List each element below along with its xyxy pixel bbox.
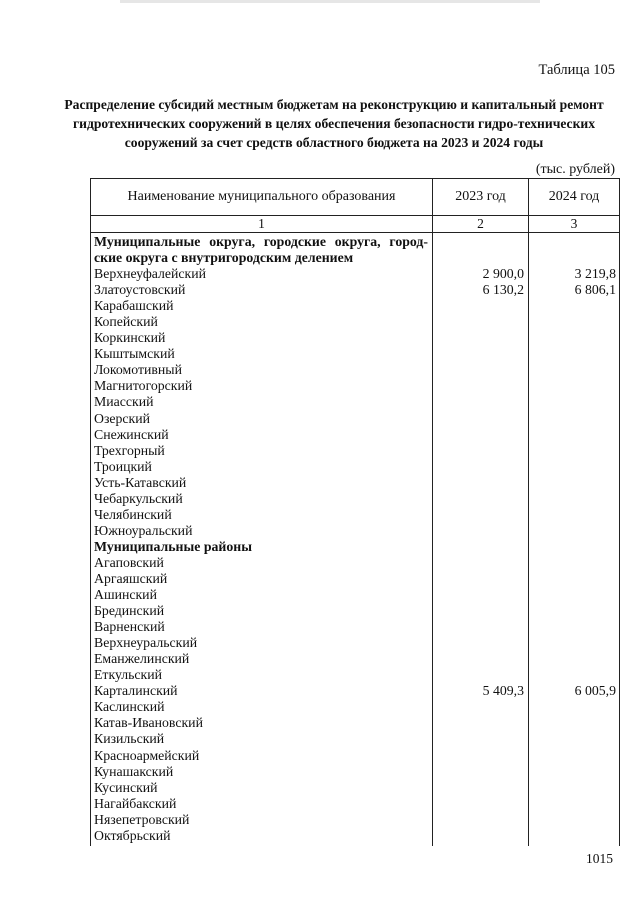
- scan-artifact: [120, 0, 540, 3]
- value-2024: 6 806,1: [574, 282, 616, 298]
- municipality-name: Коркинский: [94, 330, 166, 346]
- municipality-name: Златоустовский: [94, 282, 186, 298]
- table-row: [91, 635, 619, 651]
- header-year-2024: 2024 год: [548, 189, 600, 204]
- municipality-name: Еманжелинский: [94, 651, 190, 667]
- table-row: [91, 427, 619, 443]
- municipality-name: Челябинский: [94, 506, 172, 522]
- municipality-name: Нагайбакский: [94, 795, 177, 811]
- municipality-name: Озерский: [94, 410, 151, 426]
- municipality-name: Усть-Катавский: [94, 474, 187, 490]
- municipality-name: Локомотивный: [94, 362, 182, 378]
- municipality-name: Красноармейский: [94, 747, 200, 763]
- municipality-name: Верхнеуфалейский: [94, 266, 207, 282]
- table-row: [91, 443, 619, 459]
- table-row: [91, 667, 619, 683]
- table-row: [91, 748, 619, 764]
- municipality-name: Кизильский: [94, 731, 165, 747]
- table-row: [91, 346, 619, 362]
- subsidy-table: [90, 178, 620, 846]
- table-row: [91, 314, 619, 330]
- table-row: [91, 491, 619, 507]
- table-row: [91, 571, 619, 587]
- municipality-name: Кусинский: [94, 779, 158, 795]
- table-row: [91, 683, 619, 699]
- table-row: [91, 475, 619, 491]
- table-row: [91, 812, 619, 828]
- municipality-name: Карталинский: [94, 683, 178, 699]
- municipality-name: Миасский: [94, 394, 154, 410]
- table-section-row: [91, 539, 619, 555]
- municipality-name: Магнитогорский: [94, 378, 193, 394]
- table-row: [91, 266, 619, 282]
- value-2023: 5 409,3: [482, 683, 524, 699]
- municipality-name: Октябрьский: [94, 827, 171, 843]
- municipality-name: Троицкий: [94, 458, 152, 474]
- table-row: [91, 555, 619, 571]
- municipality-name: Снежинский: [94, 426, 169, 442]
- municipality-name: Аргаяшский: [94, 570, 168, 586]
- section-heading: Муниципальные округа, городские округа, город-ские округа с внутригородским делением: [94, 234, 428, 266]
- table-number-label: Таблица 105: [538, 62, 615, 78]
- table-row: [91, 715, 619, 731]
- table-row: [91, 731, 619, 747]
- page-number: 1015: [586, 851, 613, 866]
- table-row: [91, 362, 619, 378]
- municipality-name: Каслинский: [94, 699, 165, 715]
- municipality-name: Нязепетровский: [94, 811, 190, 827]
- table-row: [91, 394, 619, 410]
- table-row: [91, 828, 619, 844]
- value-2023: 6 130,2: [482, 282, 524, 298]
- municipality-name: Кунашакский: [94, 763, 174, 779]
- table-row: [91, 282, 619, 298]
- table-row: [91, 298, 619, 314]
- table-row: [91, 507, 619, 523]
- table-row: [91, 330, 619, 346]
- value-2024: 6 005,9: [574, 683, 616, 699]
- municipality-name: Чебаркульский: [94, 490, 183, 506]
- units-label: (тыс. рублей): [535, 162, 615, 177]
- section-heading: Муниципальные районы: [94, 538, 252, 554]
- table-row: [91, 411, 619, 427]
- table-section-row: [91, 234, 619, 266]
- table-row: [91, 619, 619, 635]
- municipality-name: Еткульский: [94, 667, 163, 683]
- table-row: [91, 651, 619, 667]
- municipality-name: Кыштымский: [94, 346, 175, 362]
- table-body: [91, 234, 619, 844]
- document-title: Распределение субсидий местным бюджетам на реконструкцию и капитальный ремонт гидротехнических сооружений в целях обеспечения безопасности гидро-технических сооружений за счет средств областного бюджета на 2023 и 2024 годы: [64, 97, 604, 150]
- column-number-2: 2: [477, 216, 484, 231]
- municipality-name: Трехгорный: [94, 442, 165, 458]
- municipality-name: Карабашский: [94, 298, 174, 314]
- table-header-row: [91, 179, 619, 216]
- municipality-name: Варненский: [94, 619, 165, 635]
- header-municipality-name: Наименование муниципального образования: [127, 189, 396, 204]
- municipality-name: Верхнеуральский: [94, 635, 198, 651]
- table-row: [91, 796, 619, 812]
- table-row: [91, 523, 619, 539]
- municipality-name: Брединский: [94, 603, 165, 619]
- municipality-name: Ашинский: [94, 587, 157, 603]
- table-row: [91, 587, 619, 603]
- header-year-2023: 2023 год: [455, 189, 506, 204]
- municipality-name: Катав-Ивановский: [94, 715, 203, 731]
- table-row: [91, 780, 619, 796]
- municipality-name: Агаповский: [94, 554, 164, 570]
- table-row: [91, 459, 619, 475]
- value-2023: 2 900,0: [482, 266, 524, 282]
- table-row: [91, 378, 619, 394]
- value-2024: 3 219,8: [574, 266, 616, 282]
- column-number-3: 3: [570, 216, 578, 231]
- column-number-row: [91, 216, 619, 233]
- column-number-1: 1: [258, 216, 265, 231]
- table-row: [91, 699, 619, 715]
- municipality-name: Копейский: [94, 314, 158, 330]
- table-row: [91, 603, 619, 619]
- municipality-name: Южноуральский: [94, 522, 193, 538]
- table-row: [91, 764, 619, 780]
